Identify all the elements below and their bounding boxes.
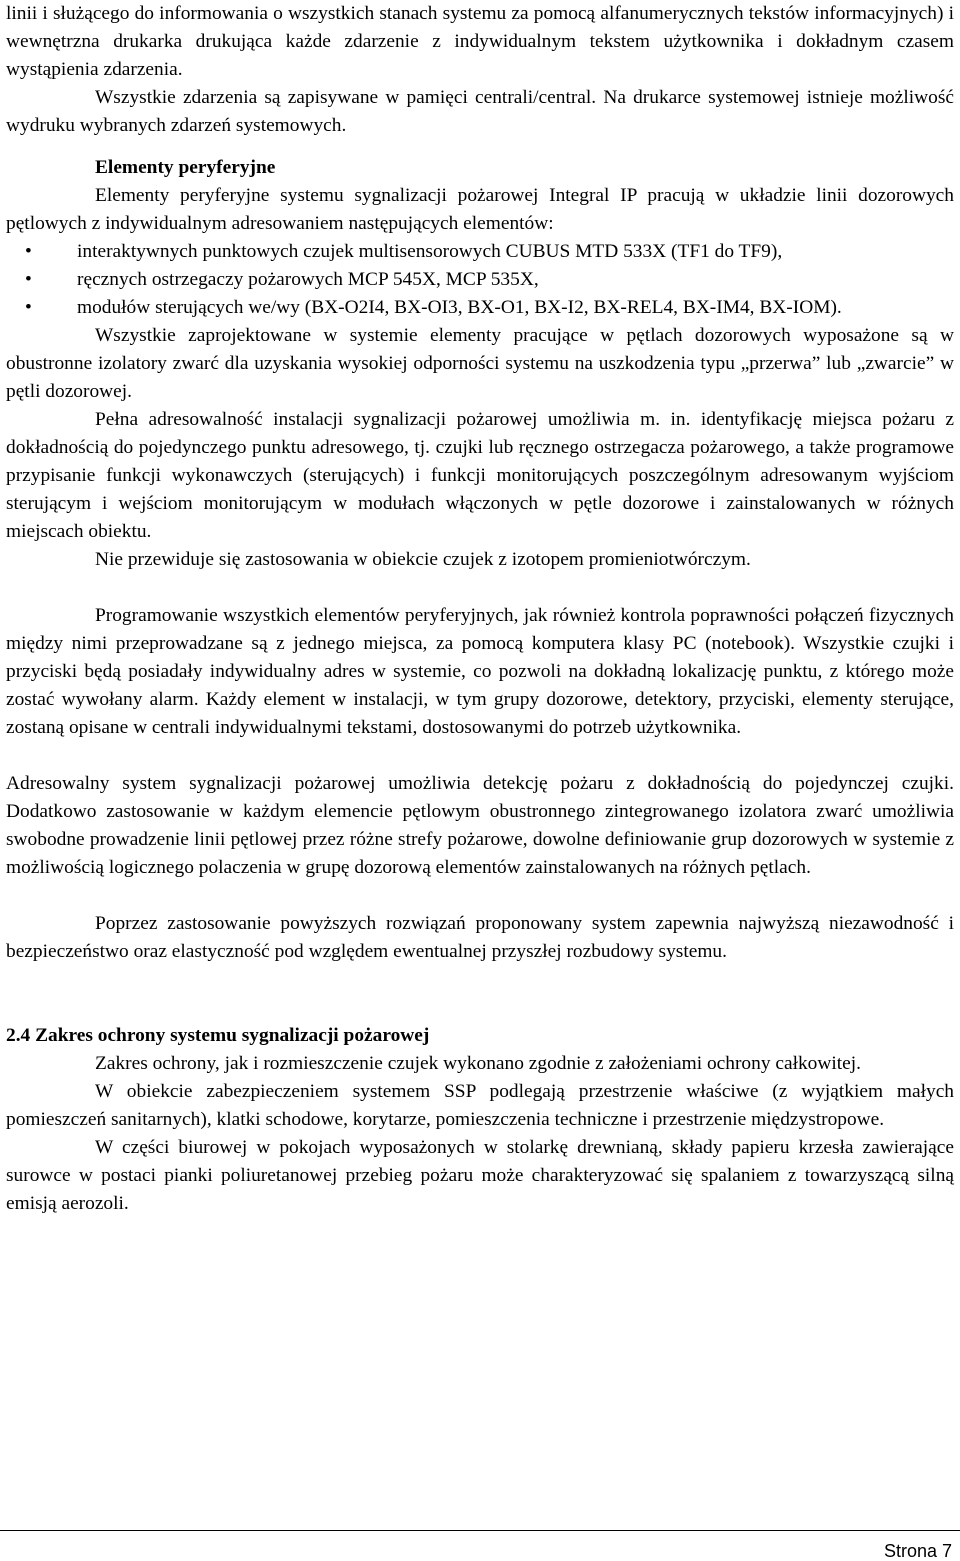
peripherals-paragraph-3: Pełna adresowalność instalacji sygnalizacji pożarowej umożliwia m. in. identyfikację miejsca pożaru z dokładnością do pojedynczego punktu adresowego, tj. czujki lub ręcznego ostrzegacza pożarowego, a także programowe przypisanie funkcji wykonawczych (sterujących) i funkcji monitorujących poszczególnym adresowanym wyjściom sterującym i wejściom monitorującym w modułach włączonych w pętle dozorowe i zainstalowanych w różnych miejscach obiektu. <box>6 409 954 542</box>
peripherals-paragraph-4: Nie przewiduje się zastosowania w obiekcie czujek z izotopem promieniotwórczym. <box>95 549 751 570</box>
peripherals-bullet-list <box>6 238 954 322</box>
programming-paragraph-1: Programowanie wszystkich elementów peryferyjnych, jak również kontrola poprawności połączeń fizycznych między nimi przeprowadzane są z jednego miejsca, za pomocą komputera klasy PC (notebook). Wszystkie czujki i przyciski będą posiadały indywidualny adres w systemie, co pozwoli na dokładną lokalizację punktu, z którego może zostać wywołany alarm. Każdy element w instalacji, w tym grupy dozorowe, detektory, przyciski, elementy sterujące, zostaną opisane w centrali indywidualnymi tekstami, dostosowanymi do potrzeb użytkownika. <box>6 605 954 738</box>
page-number: Strona 7 <box>883 1541 952 1561</box>
bullet-icon: • <box>25 297 32 318</box>
footer-divider <box>0 1530 960 1531</box>
programming-paragraph-2: Adresowalny system sygnalizacji pożarowej umożliwia detekcję pożaru z dokładnością do pojedynczej czujki. Dodatkowo zastosowanie w każdym elemencie pętlowym obustronnego zintegrowanego izolatora zwarć umożliwia swobodne prowadzenie linii pętlowej przez różne strefy pożarowe, dowolne definiowanie grup dozorowych w systemie z możliwością logicznego polaczenia w grupę dozorową elementów zainstalowanych na różnych pętlach. <box>6 773 954 878</box>
document-page <box>6 0 954 1218</box>
bullet-icon: • <box>25 269 32 290</box>
intro-paragraph-2: Wszystkie zdarzenia są zapisywane w pamięci centrali/central. Na drukarce systemowej istnieje możliwość wydruku wybranych zdarzeń systemowych. <box>6 87 954 136</box>
list-item: • modułów sterujących we/wy (BX-O2I4, BX-OI3, BX-O1, BX-I2, BX-REL4, BX-IM4, BX-IOM). <box>6 294 954 322</box>
section-heading-2-4: 2.4 Zakres ochrony systemu sygnalizacji pożarowej <box>6 1025 430 1046</box>
bullet-icon: • <box>25 241 32 262</box>
list-item: • ręcznych ostrzegaczy pożarowych MCP 545X, MCP 535X, <box>6 266 954 294</box>
list-item: • interaktywnych punktowych czujek multisensorowych CUBUS MTD 533X (TF1 do TF9), <box>6 238 954 266</box>
section24-paragraph-3: W części biurowej w pokojach wyposażonych w stolarkę drewnianą, składy papieru krzesła zawierające surowce w postaci pianki poliuretanowej przebieg pożaru może charakteryzować się spalaniem z towarzyszącą silną emisją aerozoli. <box>6 1137 954 1214</box>
section24-paragraph-2: W obiekcie zabezpieczeniem systemem SSP podlegają przestrzenie właściwe (z wyjątkiem małych pomieszczeń sanitarnych), klatki schodowe, korytarze, pomieszczenia techniczne i przestrzenie międzystropowe. <box>6 1081 954 1130</box>
peripherals-paragraph-2: Wszystkie zaprojektowane w systemie elementy pracujące w pętlach dozorowych wyposażone są w obustronne izolatory zwarć dla uzyskania wysokiej odporności systemu na uszkodzenia typu „przerwa” lub „zwarcie” w pętli dozorowej. <box>6 325 954 402</box>
peripherals-paragraph-1: Elementy peryferyjne systemu sygnalizacji pożarowej Integral IP pracują w układzie linii dozorowych pętlowych z indywidualnym adresowaniem następujących elementów: <box>6 185 954 234</box>
intro-paragraph-1: linii i służącego do informowania o wszystkich stanach systemu za pomocą alfanumerycznych tekstów informacyjnych) i wewnętrzna drukarka drukująca każde zdarzenie z indywidualnym tekstem użytkownika i dokładnym czasem wystąpienia zdarzenia. <box>6 3 954 80</box>
section-heading-peripherals: Elementy peryferyjne <box>95 157 276 178</box>
section24-paragraph-1: Zakres ochrony, jak i rozmieszczenie czujek wykonano zgodnie z założeniami ochrony całkowitej. <box>95 1053 861 1074</box>
programming-paragraph-3: Poprzez zastosowanie powyższych rozwiązań proponowany system zapewnia najwyższą niezawodność i bezpieczeństwo oraz elastyczność pod względem ewentualnej przyszłej rozbudowy systemu. <box>6 913 954 962</box>
